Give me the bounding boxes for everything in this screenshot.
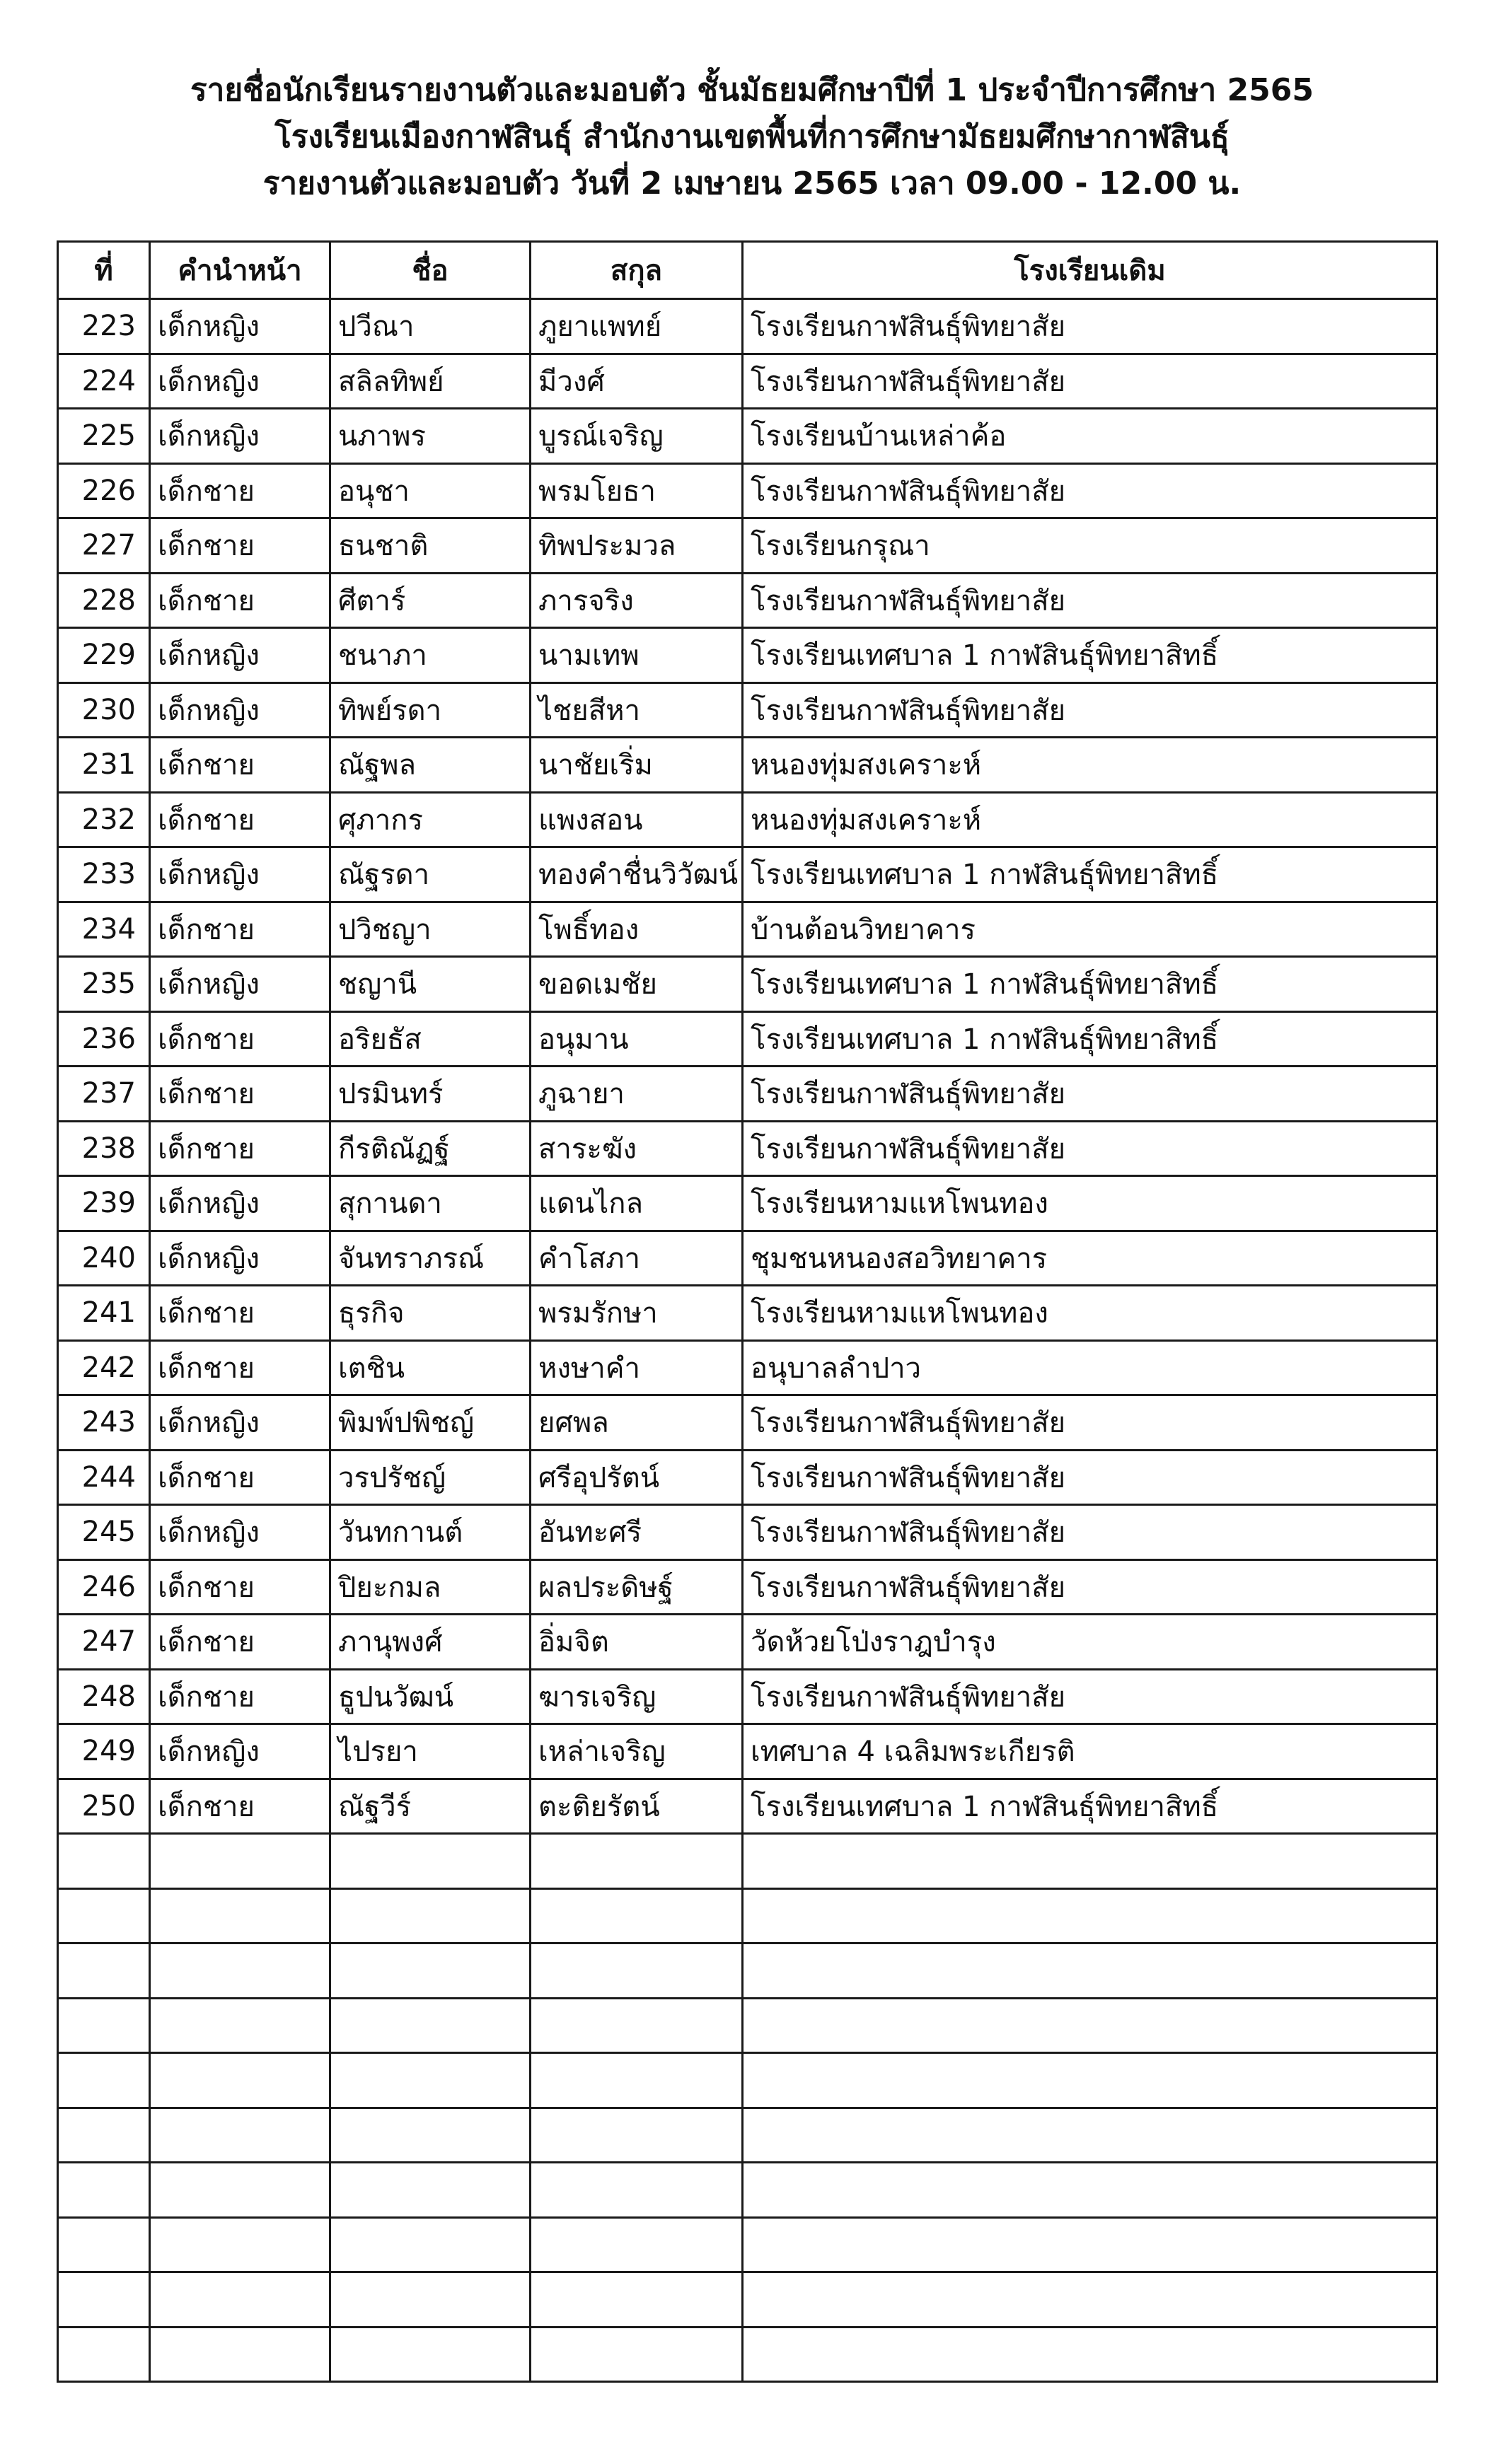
cell-prefix: เด็กชาย [150, 518, 330, 574]
cell-previous-school [743, 2163, 1438, 2218]
cell-previous-school [743, 1888, 1438, 1943]
cell-prefix: เด็กหญิง [150, 628, 330, 683]
cell-previous-school: หนองทุ่มสงเคราะห์ [743, 738, 1438, 793]
cell-prefix: เด็กชาย [150, 1669, 330, 1724]
cell-previous-school [743, 1943, 1438, 1999]
cell-number: 244 [58, 1450, 150, 1505]
cell-number: 229 [58, 628, 150, 683]
cell-prefix: เด็กชาย [150, 1121, 330, 1176]
cell-prefix [150, 2217, 330, 2272]
cell-previous-school [743, 1998, 1438, 2053]
cell-last-name: ยศพล [531, 1395, 743, 1451]
cell-prefix: เด็กชาย [150, 573, 330, 628]
cell-last-name: ฆารเจริญ [531, 1669, 743, 1724]
cell-number [58, 2272, 150, 2328]
document-header [0, 67, 1504, 207]
cell-number: 245 [58, 1505, 150, 1560]
cell-previous-school: หนองทุ่มสงเคราะห์ [743, 792, 1438, 847]
cell-last-name [531, 1998, 743, 2053]
cell-first-name: จันทราภรณ์ [330, 1231, 531, 1286]
cell-prefix: เด็กชาย [150, 1450, 330, 1505]
table-row [58, 1450, 1438, 1505]
cell-previous-school: โรงเรียนเทศบาล 1 กาฬสินธุ์พิทยาสิทธิ์ [743, 1779, 1438, 1834]
cell-previous-school: โรงเรียนเทศบาล 1 กาฬสินธุ์พิทยาสิทธิ์ [743, 628, 1438, 683]
cell-previous-school [743, 2217, 1438, 2272]
cell-prefix: เด็กหญิง [150, 1724, 330, 1779]
cell-first-name: พิมพ์ปพิชญ์ [330, 1395, 531, 1451]
student-roster-table [57, 240, 1438, 2383]
cell-number: 232 [58, 792, 150, 847]
table-row [58, 409, 1438, 464]
table-row [58, 1340, 1438, 1395]
table-row [58, 957, 1438, 1012]
table-row [58, 628, 1438, 683]
table-row [58, 1669, 1438, 1724]
table-row [58, 1121, 1438, 1176]
cell-first-name: ศีตาร์ [330, 573, 531, 628]
cell-last-name: คำโสภา [531, 1231, 743, 1286]
cell-last-name: บูรณ์เจริญ [531, 409, 743, 464]
cell-first-name: กีรติณัฏฐ์ [330, 1121, 531, 1176]
table-row [58, 299, 1438, 354]
cell-prefix: เด็กชาย [150, 1559, 330, 1615]
cell-first-name: ชนาภา [330, 628, 531, 683]
cell-prefix: เด็กชาย [150, 1286, 330, 1341]
cell-previous-school: โรงเรียนกาฬสินธุ์พิทยาสัย [743, 1067, 1438, 1122]
cell-last-name [531, 2053, 743, 2108]
cell-first-name: อนุชา [330, 463, 531, 518]
cell-first-name: ศุภากร [330, 792, 531, 847]
cell-last-name: โพธิ์ทอง [531, 902, 743, 957]
cell-prefix: เด็กชาย [150, 1779, 330, 1834]
cell-prefix: เด็กหญิง [150, 957, 330, 1012]
cell-first-name: ธนชาติ [330, 518, 531, 574]
cell-prefix: เด็กหญิง [150, 1395, 330, 1451]
cell-prefix [150, 1834, 330, 1889]
cell-first-name: เตชิน [330, 1340, 531, 1395]
cell-number: 249 [58, 1724, 150, 1779]
cell-first-name: วรปรัชญ์ [330, 1450, 531, 1505]
cell-prefix: เด็กหญิง [150, 354, 330, 409]
table-row [58, 847, 1438, 902]
cell-prefix: เด็กหญิง [150, 682, 330, 738]
col-header-number: ที่ [58, 242, 150, 299]
cell-first-name: ไปรยา [330, 1724, 531, 1779]
cell-first-name [330, 1998, 531, 2053]
cell-number: 240 [58, 1231, 150, 1286]
cell-number: 228 [58, 573, 150, 628]
cell-prefix [150, 2327, 330, 2382]
table-row [58, 1011, 1438, 1067]
cell-previous-school: โรงเรียนหามแหโพนทอง [743, 1176, 1438, 1231]
cell-number: 239 [58, 1176, 150, 1231]
table-row [58, 2053, 1438, 2108]
cell-last-name: ภารจริง [531, 573, 743, 628]
table-row [58, 2272, 1438, 2328]
cell-last-name: พรมรักษา [531, 1286, 743, 1341]
table-body [58, 299, 1438, 2382]
cell-previous-school: เทศบาล 4 เฉลิมพระเกียรติ [743, 1724, 1438, 1779]
cell-previous-school: โรงเรียนกาฬสินธุ์พิทยาสัย [743, 1450, 1438, 1505]
cell-last-name: อันทะศรี [531, 1505, 743, 1560]
table-row [58, 1559, 1438, 1615]
cell-previous-school: โรงเรียนกรุณา [743, 518, 1438, 574]
cell-last-name [531, 1834, 743, 1889]
cell-number: 235 [58, 957, 150, 1012]
cell-previous-school [743, 1834, 1438, 1889]
cell-first-name: นภาพร [330, 409, 531, 464]
cell-number [58, 1888, 150, 1943]
cell-prefix [150, 1943, 330, 1999]
cell-number [58, 1834, 150, 1889]
table-row [58, 354, 1438, 409]
cell-number [58, 2217, 150, 2272]
cell-last-name: ศรีอุปรัตน์ [531, 1450, 743, 1505]
cell-last-name: นามเทพ [531, 628, 743, 683]
cell-prefix: เด็กชาย [150, 1340, 330, 1395]
table-row [58, 1505, 1438, 1560]
cell-first-name [330, 2163, 531, 2218]
cell-first-name [330, 2108, 531, 2163]
cell-number: 227 [58, 518, 150, 574]
cell-first-name [330, 2053, 531, 2108]
cell-first-name: ชญานี [330, 957, 531, 1012]
cell-last-name: แพงสอน [531, 792, 743, 847]
cell-last-name: ภูยาแพทย์ [531, 299, 743, 354]
cell-number: 230 [58, 682, 150, 738]
cell-prefix [150, 2163, 330, 2218]
cell-prefix: เด็กหญิง [150, 1176, 330, 1231]
cell-last-name: พรมโยธา [531, 463, 743, 518]
cell-previous-school: โรงเรียนหามแหโพนทอง [743, 1286, 1438, 1341]
table-row [58, 1286, 1438, 1341]
cell-prefix: เด็กชาย [150, 463, 330, 518]
cell-prefix [150, 1888, 330, 1943]
cell-number: 248 [58, 1669, 150, 1724]
cell-first-name: ภานุพงศ์ [330, 1615, 531, 1670]
cell-previous-school: โรงเรียนกาฬสินธุ์พิทยาสัย [743, 1559, 1438, 1615]
cell-prefix: เด็กหญิง [150, 1231, 330, 1286]
table-row [58, 1067, 1438, 1122]
cell-previous-school: โรงเรียนกาฬสินธุ์พิทยาสัย [743, 573, 1438, 628]
table-row [58, 1834, 1438, 1889]
cell-first-name [330, 2327, 531, 2382]
table-row [58, 2108, 1438, 2163]
cell-first-name [330, 2217, 531, 2272]
cell-previous-school [743, 2327, 1438, 2382]
cell-previous-school: โรงเรียนกาฬสินธุ์พิทยาสัย [743, 1121, 1438, 1176]
cell-number: 238 [58, 1121, 150, 1176]
cell-last-name: สาระฆัง [531, 1121, 743, 1176]
table-row [58, 1395, 1438, 1451]
cell-first-name [330, 1834, 531, 1889]
cell-first-name [330, 1943, 531, 1999]
cell-previous-school: โรงเรียนบ้านเหล่าค้อ [743, 409, 1438, 464]
cell-number: 243 [58, 1395, 150, 1451]
report-date-time: รายงานตัวและมอบตัว วันที่ 2 เมษายน 2565 เวลา 09.00 - 12.00 น. [262, 165, 1242, 202]
cell-previous-school: โรงเรียนกาฬสินธุ์พิทยาสัย [743, 1669, 1438, 1724]
cell-last-name [531, 2272, 743, 2328]
table-row [58, 1998, 1438, 2053]
col-header-previous-school: โรงเรียนเดิม [743, 242, 1438, 299]
cell-last-name: เหล่าเจริญ [531, 1724, 743, 1779]
col-header-first-name: ชื่อ [330, 242, 531, 299]
table-row [58, 2163, 1438, 2218]
cell-number [58, 2327, 150, 2382]
cell-last-name: แดนไกล [531, 1176, 743, 1231]
cell-last-name [531, 1888, 743, 1943]
table-row [58, 1176, 1438, 1231]
cell-last-name: ภูฉายา [531, 1067, 743, 1122]
cell-previous-school: โรงเรียนเทศบาล 1 กาฬสินธุ์พิทยาสิทธิ์ [743, 1011, 1438, 1067]
cell-number: 250 [58, 1779, 150, 1834]
cell-number [58, 2163, 150, 2218]
cell-last-name [531, 2217, 743, 2272]
table-row [58, 1943, 1438, 1999]
cell-number [58, 1943, 150, 1999]
table-row [58, 738, 1438, 793]
cell-prefix: เด็กชาย [150, 738, 330, 793]
table-row [58, 1724, 1438, 1779]
cell-last-name: อิ่มจิต [531, 1615, 743, 1670]
cell-previous-school: โรงเรียนกาฬสินธุ์พิทยาสัย [743, 682, 1438, 738]
cell-previous-school: ชุมชนหนองสอวิทยาคาร [743, 1231, 1438, 1286]
table-row [58, 2217, 1438, 2272]
table-row [58, 1615, 1438, 1670]
cell-last-name: หงษาคำ [531, 1340, 743, 1395]
cell-last-name [531, 2327, 743, 2382]
cell-first-name: ปวิชญา [330, 902, 531, 957]
cell-first-name: สลิลทิพย์ [330, 354, 531, 409]
cell-previous-school: โรงเรียนกาฬสินธุ์พิทยาสัย [743, 1505, 1438, 1560]
cell-previous-school: โรงเรียนกาฬสินธุ์พิทยาสัย [743, 354, 1438, 409]
cell-previous-school: โรงเรียนกาฬสินธุ์พิทยาสัย [743, 463, 1438, 518]
cell-prefix: เด็กหญิง [150, 1505, 330, 1560]
cell-last-name [531, 1943, 743, 1999]
cell-prefix [150, 2053, 330, 2108]
cell-prefix [150, 2272, 330, 2328]
cell-previous-school: อนุบาลลำปาว [743, 1340, 1438, 1395]
table-row [58, 792, 1438, 847]
cell-last-name: ไชยสีหา [531, 682, 743, 738]
col-header-last-name: สกุล [531, 242, 743, 299]
cell-last-name: ตะติยรัตน์ [531, 1779, 743, 1834]
cell-number: 224 [58, 354, 150, 409]
cell-first-name: ปรมินทร์ [330, 1067, 531, 1122]
cell-number: 241 [58, 1286, 150, 1341]
cell-previous-school: โรงเรียนกาฬสินธุ์พิทยาสัย [743, 1395, 1438, 1451]
cell-previous-school [743, 2053, 1438, 2108]
table-row [58, 573, 1438, 628]
cell-first-name: ปวีณา [330, 299, 531, 354]
cell-prefix: เด็กชาย [150, 1011, 330, 1067]
cell-last-name: นาชัยเริ่ม [531, 738, 743, 793]
table-row [58, 2327, 1438, 2382]
cell-first-name [330, 2272, 531, 2328]
cell-number: 223 [58, 299, 150, 354]
cell-previous-school: โรงเรียนกาฬสินธุ์พิทยาสัย [743, 299, 1438, 354]
cell-previous-school: วัดห้วยโป่งราฎบำรุง [743, 1615, 1438, 1670]
cell-prefix: เด็กชาย [150, 902, 330, 957]
cell-first-name: ปิยะกมล [330, 1559, 531, 1615]
cell-last-name: ทองคำชื่นวิวัฒน์ [531, 847, 743, 902]
cell-first-name: สุกานดา [330, 1176, 531, 1231]
cell-last-name: มีวงศ์ [531, 354, 743, 409]
cell-prefix: เด็กหญิง [150, 409, 330, 464]
cell-prefix: เด็กหญิง [150, 299, 330, 354]
cell-number: 236 [58, 1011, 150, 1067]
cell-previous-school: โรงเรียนเทศบาล 1 กาฬสินธุ์พิทยาสิทธิ์ [743, 957, 1438, 1012]
cell-number: 246 [58, 1559, 150, 1615]
cell-last-name [531, 2108, 743, 2163]
cell-number: 237 [58, 1067, 150, 1122]
cell-number: 226 [58, 463, 150, 518]
cell-number [58, 1998, 150, 2053]
col-header-prefix: คำนำหน้า [150, 242, 330, 299]
cell-previous-school [743, 2272, 1438, 2328]
cell-last-name: ขอดเมชัย [531, 957, 743, 1012]
cell-first-name: ณัฐพล [330, 738, 531, 793]
cell-prefix: เด็กชาย [150, 1615, 330, 1670]
cell-first-name: ณัฐรดา [330, 847, 531, 902]
cell-first-name: วันทกานต์ [330, 1505, 531, 1560]
cell-number: 234 [58, 902, 150, 957]
cell-previous-school [743, 2108, 1438, 2163]
cell-number [58, 2053, 150, 2108]
cell-last-name [531, 2163, 743, 2218]
cell-first-name: อริยธัส [330, 1011, 531, 1067]
cell-number: 247 [58, 1615, 150, 1670]
cell-number: 242 [58, 1340, 150, 1395]
school-name: โรงเรียนเมืองกาฬสินธุ์ สำนักงานเขตพื้นที่การศึกษามัธยมศึกษากาฬสินธุ์ [274, 119, 1230, 155]
cell-number: 231 [58, 738, 150, 793]
cell-prefix [150, 1998, 330, 2053]
cell-previous-school: โรงเรียนเทศบาล 1 กาฬสินธุ์พิทยาสิทธิ์ [743, 847, 1438, 902]
cell-first-name: ทิพย์รดา [330, 682, 531, 738]
table-row [58, 463, 1438, 518]
cell-first-name: ธุรกิจ [330, 1286, 531, 1341]
cell-last-name: ผลประดิษฐ์ [531, 1559, 743, 1615]
table-row [58, 518, 1438, 574]
cell-number [58, 2108, 150, 2163]
table-row [58, 1888, 1438, 1943]
document-title: รายชื่อนักเรียนรายงานตัวและมอบตัว ชั้นมัธยมศึกษาปีที่ 1 ประจำปีการศึกษา 2565 [190, 72, 1314, 108]
table-row [58, 902, 1438, 957]
table-row [58, 682, 1438, 738]
cell-previous-school: บ้านต้อนวิทยาคาร [743, 902, 1438, 957]
cell-last-name: ทิพประมวล [531, 518, 743, 574]
table-header-row [58, 242, 1438, 299]
cell-number: 233 [58, 847, 150, 902]
table-row [58, 1779, 1438, 1834]
cell-first-name: ณัฐวีร์ [330, 1779, 531, 1834]
cell-prefix: เด็กชาย [150, 1067, 330, 1122]
cell-number: 225 [58, 409, 150, 464]
cell-prefix [150, 2108, 330, 2163]
cell-prefix: เด็กชาย [150, 792, 330, 847]
cell-first-name [330, 1888, 531, 1943]
table-row [58, 1231, 1438, 1286]
cell-last-name: อนุมาน [531, 1011, 743, 1067]
cell-prefix: เด็กหญิง [150, 847, 330, 902]
cell-first-name: ธูปนวัฒน์ [330, 1669, 531, 1724]
